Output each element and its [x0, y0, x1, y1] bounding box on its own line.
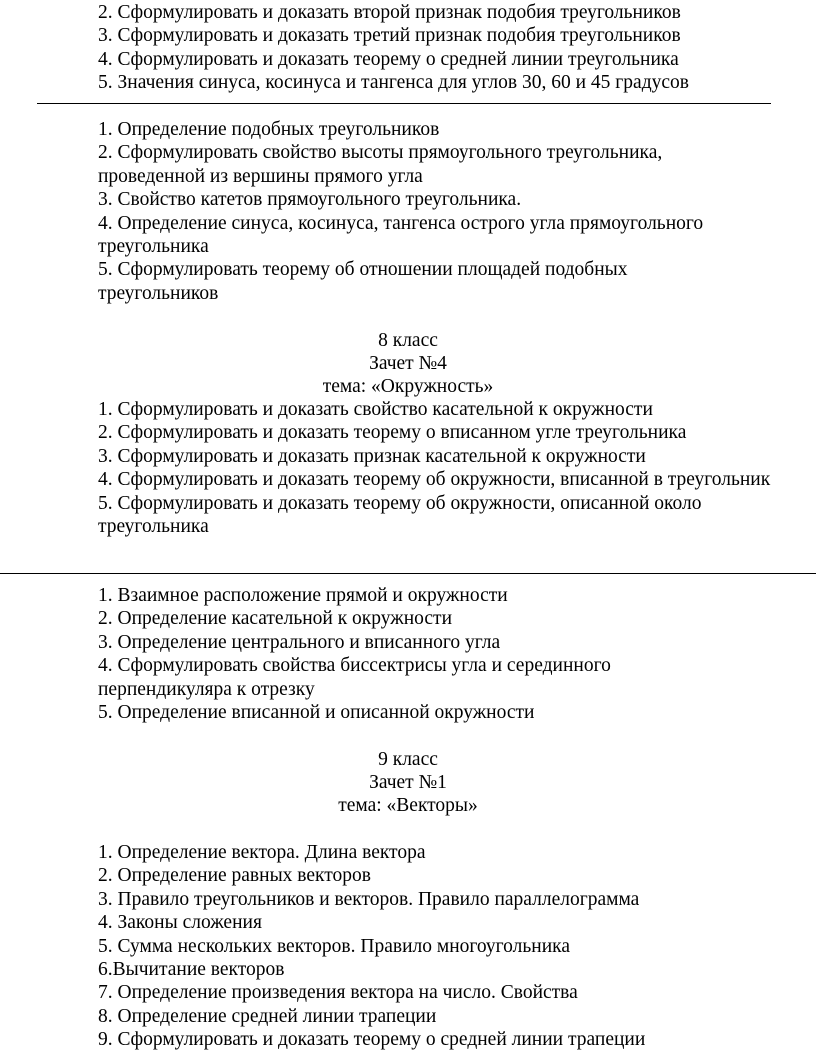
list-item: 2. Сформулировать и доказать второй признак подобия треугольников	[98, 2, 681, 23]
divider-line	[0, 573, 816, 574]
list-item: 1. Сформулировать и доказать свойство касательной к окружности	[98, 399, 653, 420]
list-item: 3. Сформулировать и доказать признак касательной к окружности	[98, 445, 646, 467]
list-item: 2. Сформулировать свойство высоты прямоугольного треугольника, проведенной из вершины прямого угла	[98, 142, 663, 187]
list-block-1	[98, 1, 778, 95]
list-item: 4. Сформулировать свойства биссектрисы угла и серединного перпендикуляра к отрезку	[98, 655, 611, 700]
list-item: 5. Сумма нескольких векторов. Правило многоугольника	[98, 935, 571, 957]
list-item: 5. Сформулировать теорему об отношении площадей подобных треугольников	[98, 259, 628, 304]
test-heading: Зачет №1	[369, 772, 447, 793]
grade-heading: 9 класс	[378, 749, 438, 770]
list-item: 5. Сформулировать и доказать теорему об окружности, описанной около треугольника	[98, 492, 702, 538]
list-item: 9. Сформулировать и доказать теорему о средней линии трапеции	[98, 1029, 646, 1051]
list-item: 1. Определение вектора. Длина вектора	[98, 842, 426, 863]
list-item: 2. Определение равных векторов	[98, 865, 371, 887]
list-item: 1. Взаимное расположение прямой и окружности	[98, 585, 508, 606]
list-item: 3. Свойство катетов прямоугольного треугольника.	[98, 189, 522, 211]
list-item: 4. Определение синуса, косинуса, тангенса острого угла прямоугольного треугольника	[98, 212, 704, 258]
list-item: 1. Определение подобных треугольников	[98, 119, 440, 140]
list-item: 4. Сформулировать и доказать теорему об окружности, вписанной в треугольник	[98, 469, 771, 491]
list-item: 8. Определение средней линии трапеции	[98, 1005, 437, 1027]
list-block-3	[98, 398, 778, 538]
topic-heading: тема: «Окружность»	[322, 376, 494, 397]
grade-heading: 8 класс	[378, 330, 438, 351]
list-item: 2. Сформулировать и доказать теорему о вписанном угле треугольника	[98, 422, 687, 444]
list-item: 7. Определение произведения вектора на число. Свойства	[98, 982, 578, 1004]
divider-line	[37, 103, 771, 104]
list-item: 3. Определение центрального и вписанного угла	[98, 631, 501, 653]
list-block-4	[98, 584, 678, 724]
list-item: 4. Законы сложения	[98, 912, 262, 934]
list-block-5	[98, 841, 778, 1052]
list-item: 4. Сформулировать и доказать теорему о средней линии треугольника	[98, 48, 679, 70]
list-item: 6.Вычитание векторов	[98, 959, 285, 981]
list-item: 5. Значения синуса, косинуса и тангенса для углов 30, 60 и 45 градусов	[98, 72, 689, 94]
list-item: 3. Правило треугольников и векторов. Правило параллелограмма	[98, 888, 640, 910]
list-item: 3. Сформулировать и доказать третий признак подобия треугольников	[98, 25, 681, 47]
list-item: 5. Определение вписанной и описанной окружности	[98, 702, 535, 724]
list-item: 2. Определение касательной к окружности	[98, 608, 453, 630]
list-block-2	[98, 118, 748, 305]
test-heading: Зачет №4	[369, 353, 447, 374]
topic-heading: тема: «Векторы»	[338, 795, 478, 816]
